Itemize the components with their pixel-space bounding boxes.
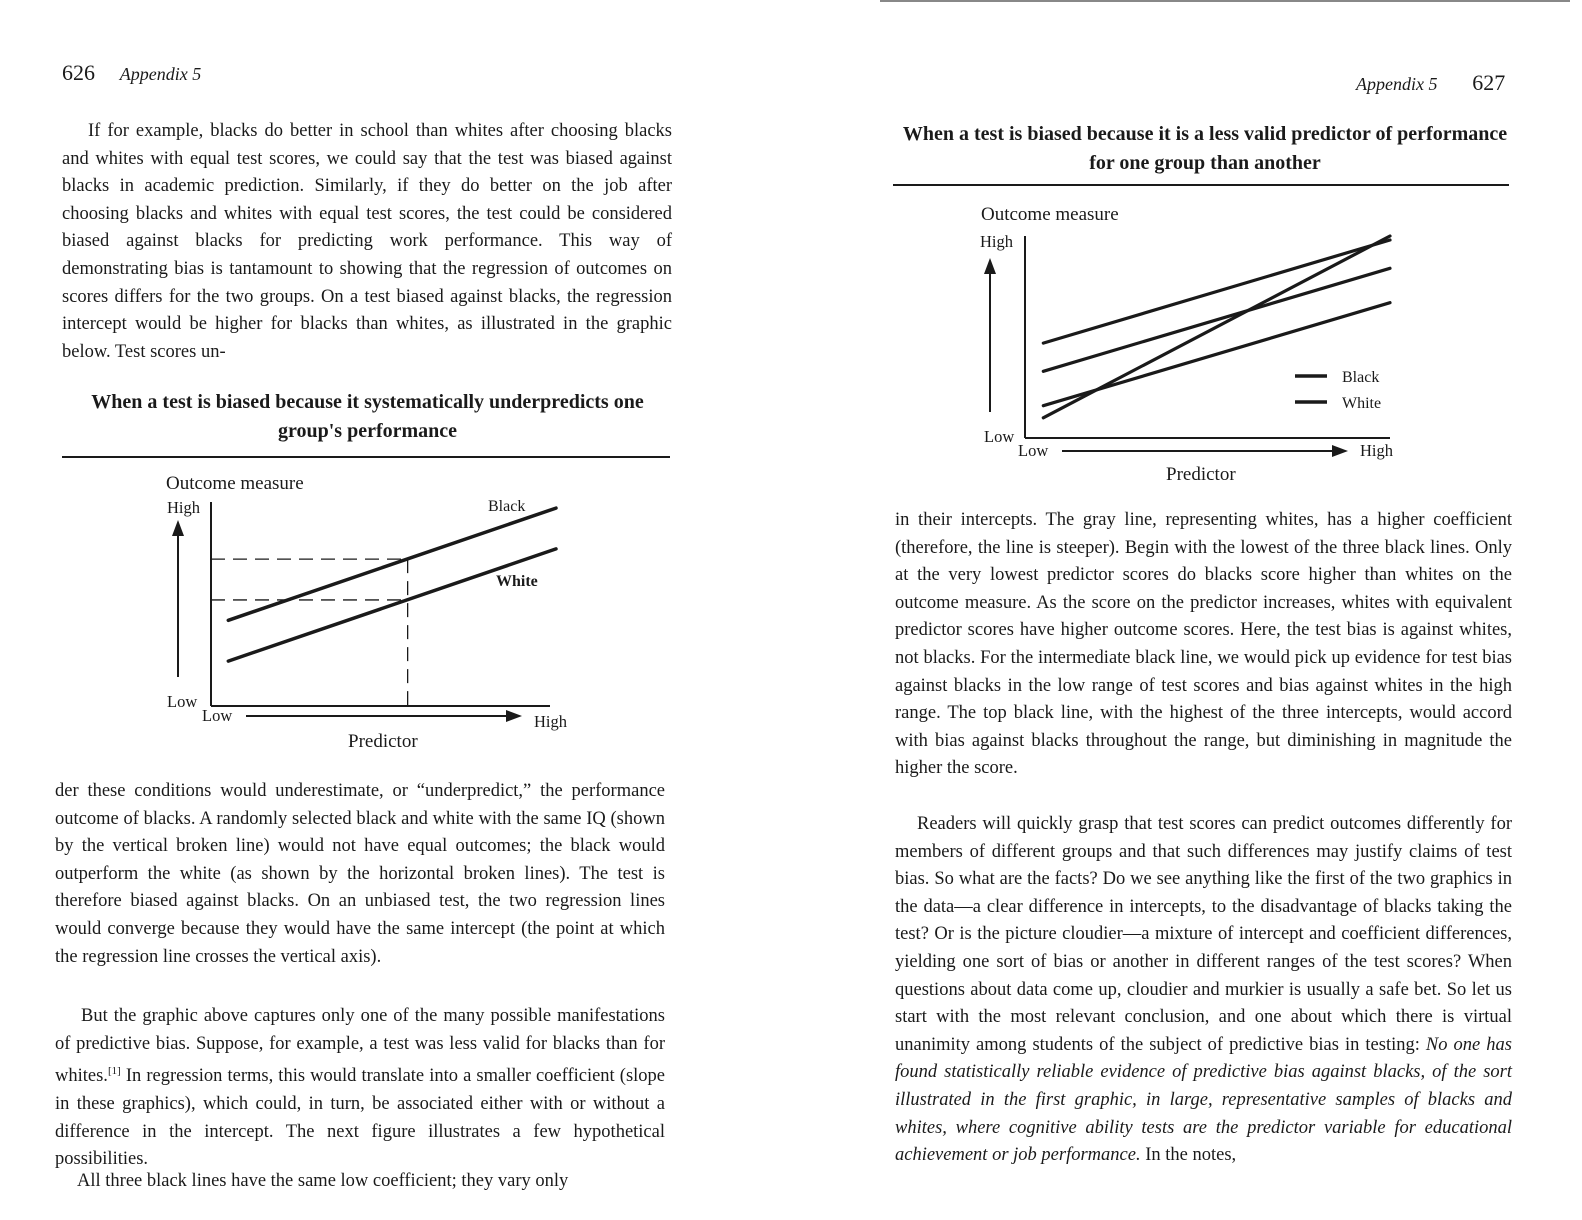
paragraph-3-text-a: But the graphic above captures only one of the many possible manifestations of predictive bias. Suppose, for example, a test was less valid for blacks than for whites. <box>55 1006 665 1087</box>
x-tick-low: Low <box>202 706 233 725</box>
left-running-head: Appendix 5 <box>119 64 202 84</box>
legend-label-black: Black <box>1342 369 1380 386</box>
right-page <box>860 0 1540 1220</box>
x-axis-title: Predictor <box>1166 464 1236 485</box>
y-arrow-head-icon <box>984 258 996 274</box>
left-paragraph-2: der these conditions would underestimate, or “underpredict,” the performance outcome of blacks. A randomly selected black and white with the same IQ (shown by the vertical broken line) would not have equal outcomes; the black would outperform the white (as shown by the horizontal broken lines). The test is therefore biased against blacks. On an unbiased test, the two regression lines would converge because they would have the same intercept (the point at which the regression line crosses the vertical axis). <box>55 781 665 967</box>
right-page-number: 627 <box>1472 70 1506 95</box>
x-tick-high: High <box>1360 441 1393 460</box>
right-chart-title: When a test is biased because it is a less valid predictor of performance for one group than another <box>902 123 1508 174</box>
y-tick-low: Low <box>984 427 1015 446</box>
left-paragraph-4: All three black lines have the same low coefficient; they vary only <box>77 1171 569 1191</box>
chart-underprediction <box>110 462 670 762</box>
right-page-header <box>1356 70 1505 96</box>
paragraph-2-text-a: Readers will quickly grasp that test scores can predict outcomes differently for members of different groups and that such differences may justify claims of test bias. So what are the facts? Do we see anything like the first of the two graphics in the data—a clear difference in intercepts, to the disadvantage of blacks taking the test? Or is the picture cloudier—a mixture of intercept and coefficient differences, yielding one sort of bias or another in different ranges of the test scores? When questions about data come up, cloudier and murkier is usually a safe bet. So let us start with the most relevant conclusion, and one about which there is virtual unanimity among students of the subject of predictive bias in testing: <box>895 814 1512 1055</box>
right-running-head: Appendix 5 <box>1356 74 1438 94</box>
series-label-black: Black <box>488 498 526 515</box>
x-arrow-head-icon <box>506 710 522 722</box>
chart-less-valid-predictor <box>970 192 1530 492</box>
left-chart-rule <box>62 456 670 458</box>
footnote-marker: [1] <box>107 1065 121 1078</box>
left-paragraph-3 <box>55 1003 665 1174</box>
y-tick-high: High <box>167 498 200 517</box>
left-page-number: 626 <box>62 60 95 85</box>
regression-lines <box>1043 236 1390 418</box>
left-paragraph-1: If for example, blacks do better in school than whites after choosing blacks and whites with equal test scores, we could say that the test was biased against blacks in academic prediction. Similarly, if they do better on the job after choosing blacks and whites with equal test scores, the test could be considered biased against blacks for predicting work performance. This way of demonstrating bias is tantamount to showing that the regression of outcomes on scores differs for the two groups. On a test biased against blacks, the regression intercept would be higher for blacks than whites, as illustrated in the graphic below. Test scores un- <box>62 121 672 362</box>
y-arrow-head-icon <box>172 520 184 536</box>
right-paragraph-1: in their intercepts. The gray line, representing whites, has a higher coefficient (therefore, the line is steeper). Begin with the lowest of the three black lines. Only at the very lowest predictor scores do blacks score higher than whites on the outcome measure. As the score on the predictor increases, whites with equivalent predictor scores have higher outcome scores. Here, the test bias is against whites, not blacks. For the intermediate black line, we would pick up evidence for test bias against blacks in the low range of test scores and bias against whites in the high range. The top black line, with the highest of the three intercepts, would accord with bias against blacks throughout the range, but diminishing in magnitude the higher the score. <box>895 510 1512 779</box>
legend-label-white: White <box>1342 395 1382 412</box>
y-axis-title: Outcome measure <box>981 204 1119 225</box>
paragraph-2-italic-finding: No one has found statistically reliable evidence of predictive bias against blacks, of the sort illustrated in the first graphic, in large, representative samples of blacks and whites, where cognitive ability tests are the predictor variable for educational achievement or job performance. <box>895 1034 1513 1166</box>
left-chart-title: When a test is biased because it systematically underpredicts one group's performance <box>91 391 644 442</box>
y-tick-high: High <box>980 232 1013 251</box>
right-chart-rule <box>893 184 1509 186</box>
y-tick-low: Low <box>167 692 198 711</box>
paragraph-2-text-c: In the notes, <box>1140 1145 1237 1166</box>
left-page-header <box>62 60 201 86</box>
x-tick-high: High <box>534 712 567 731</box>
right-paragraph-2 <box>895 811 1512 1170</box>
paragraph-3-text-b: In regression terms, this would translate into a smaller coefficient (slope in these graphics), which could, in turn, be associated either with or without a difference in the intercept. The next figure illustrates a few hypothetical possibilities. <box>55 1066 665 1170</box>
x-tick-low: Low <box>1018 441 1049 460</box>
y-axis-title: Outcome measure <box>166 473 304 494</box>
left-page <box>0 0 700 1220</box>
series-label-white: White <box>496 573 538 590</box>
x-axis-title: Predictor <box>348 731 418 752</box>
x-arrow-head-icon <box>1332 445 1348 457</box>
